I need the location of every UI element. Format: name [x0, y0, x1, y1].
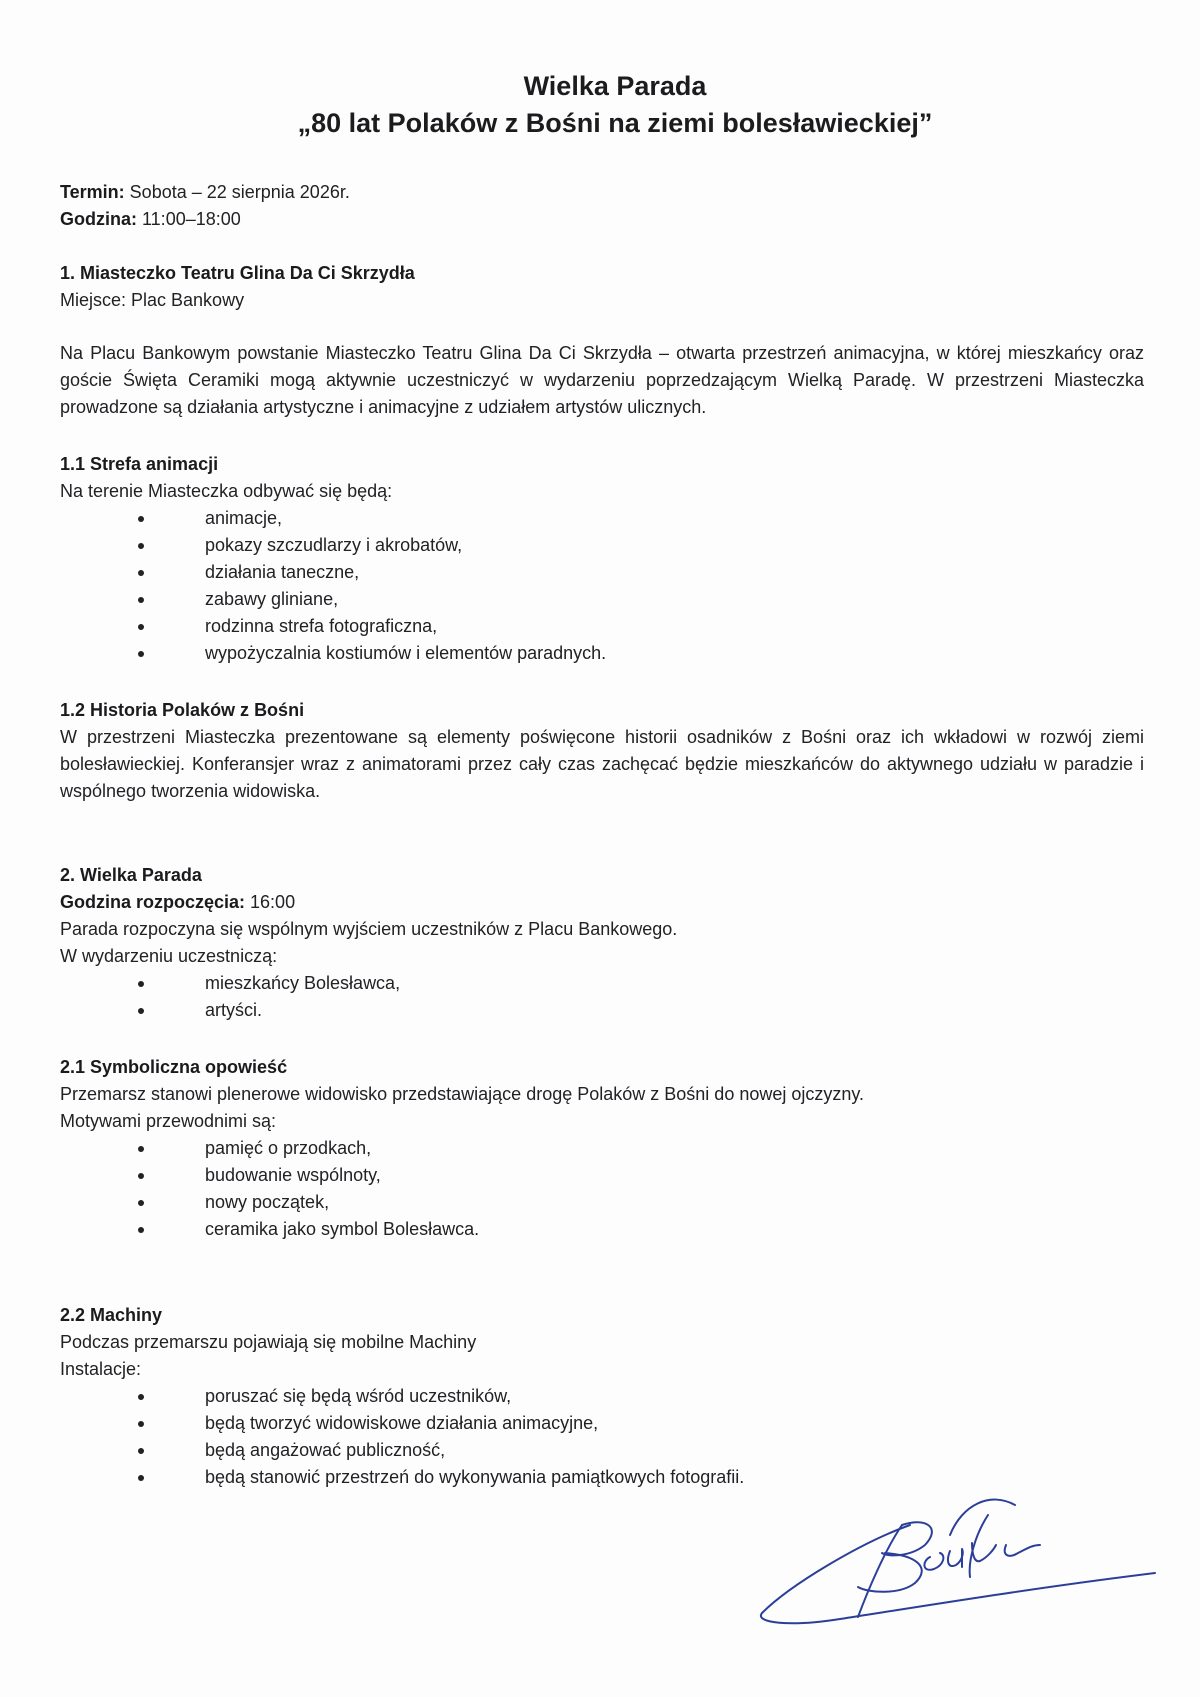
signature-strokes [761, 1500, 1155, 1624]
section-line: Motywami przewodnimi są: [60, 1111, 277, 1131]
event-time: Godzina: 11:00–18:00 [60, 209, 241, 229]
handwritten-signature [750, 1495, 1170, 1635]
section-1-1 [60, 451, 1144, 667]
section-1-paragraph: Na Placu Bankowym powstanie Miasteczko Teatru Glina Da Ci Skrzydła – otwarta przestrzeń animacyjna, w której mieszkańcy oraz goście Święta Ceramiki mogą aktywnie uczestniczyć w wydarzeniu poprzedzającym Wielką Paradę. W przestrzeni Miasteczka prowadzone są działania artystyczne i animacyjne z udziałem artystów ulicznych. [60, 343, 1144, 417]
section-2-2 [60, 1302, 1144, 1491]
section-heading: 2. Wielka Parada [60, 865, 202, 885]
list-item: będą tworzyć widowiskowe działania animacyjne, [60, 1410, 1144, 1437]
section-line: W wydarzeniu uczestniczą: [60, 946, 278, 966]
section-1-2 [60, 697, 1144, 805]
section-line: Przemarsz stanowi plenerowe widowisko przedstawiające drogę Polaków z Bośni do nowej ojczyzny. [60, 1084, 865, 1104]
section-paragraph: W przestrzeni Miasteczka prezentowane są elementy poświęcone historii osadników z Bośni oraz ich wkładowi w rozwój ziemi bolesławieckiej. Konferansjer wraz z animatorami przez cały czas zachęcać będzie mieszkańców do aktywnego udziału w paradzie i wspólnego tworzenia widowiska. [60, 727, 1144, 801]
list-item: rodzinna strefa fotograficzna, [60, 613, 1144, 640]
list-item: będą stanowić przestrzeń do wykonywania pamiątkowych fotografii. [60, 1464, 1144, 1491]
list-item: nowy początek, [60, 1189, 1144, 1216]
section-heading: 2.2 Machiny [60, 1305, 163, 1325]
event-meta [60, 179, 1144, 233]
list-item: artyści. [60, 997, 1144, 1024]
list-item: poruszać się będą wśród uczestników, [60, 1383, 1144, 1410]
section-place: Miejsce: Plac Bankowy [60, 290, 245, 310]
section-line: Instalacje: [60, 1359, 142, 1379]
signature-rest [924, 1543, 1040, 1570]
signature-initial [858, 1522, 932, 1617]
list-item: pamięć o przodkach, [60, 1135, 1144, 1162]
section-heading: 1.2 Historia Polaków z Bośni [60, 700, 305, 720]
event-date: Termin: Sobota – 22 sierpnia 2026r. [60, 182, 350, 202]
list-item: pokazy szczudlarzy i akrobatów, [60, 532, 1144, 559]
section-heading: 1.1 Strefa animacji [60, 454, 219, 474]
bullet-list [60, 505, 1144, 667]
signature-flourish [950, 1500, 1015, 1577]
list-item: będą angażować publiczność, [60, 1437, 1144, 1464]
section-2 [60, 862, 1144, 1024]
list-item: zabawy gliniane, [60, 586, 1144, 613]
list-item: budowanie wspólnoty, [60, 1162, 1144, 1189]
bullet-list [60, 1383, 1144, 1491]
signature-loop [761, 1525, 1155, 1623]
bullet-list [60, 970, 1144, 1024]
list-item: działania taneczne, [60, 559, 1144, 586]
list-item: mieszkańcy Bolesławca, [60, 970, 1144, 997]
title-line-1: Wielka Parada [523, 71, 707, 101]
section-1 [60, 260, 1144, 314]
start-time: Godzina rozpoczęcia: 16:00 [60, 892, 296, 912]
document-title [0, 68, 1200, 142]
list-item: wypożyczalnia kostiumów i elementów paradnych. [60, 640, 1144, 667]
section-heading: 2.1 Symboliczna opowieść [60, 1057, 288, 1077]
section-line: Parada rozpoczyna się wspólnym wyjściem uczestników z Placu Bankowego. [60, 919, 678, 939]
section-heading: 1. Miasteczko Teatru Glina Da Ci Skrzydła [60, 263, 415, 283]
list-item: animacje, [60, 505, 1144, 532]
section-2-1 [60, 1054, 1144, 1243]
section-line: Podczas przemarszu pojawiają się mobilne Machiny [60, 1332, 477, 1352]
bullet-list [60, 1135, 1144, 1243]
list-item: ceramika jako symbol Bolesławca. [60, 1216, 1144, 1243]
title-line-2: „80 lat Polaków z Bośni na ziemi bolesławieckiej” [297, 108, 933, 138]
section-intro: Na terenie Miasteczka odbywać się będą: [60, 481, 393, 501]
